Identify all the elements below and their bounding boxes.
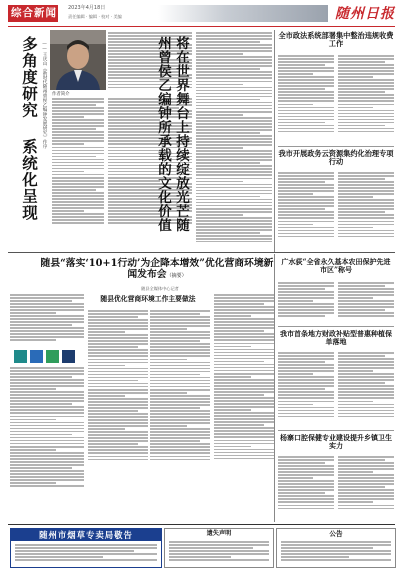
right-item-1-body-a [278, 55, 334, 143]
event-left-col [10, 294, 84, 348]
lead-headline-mid: 将在世界舞台上持续绽放光芒随州曾侯乙编钟所承载的文化价值 [155, 36, 189, 232]
right-item-4-body-b [338, 352, 394, 428]
gray-band [158, 5, 328, 22]
right-divider-2 [278, 326, 394, 327]
lead-body-col-1 [52, 98, 104, 234]
newspaper-logo: 随州日报 [335, 6, 395, 22]
gonggao-body [281, 541, 391, 565]
lead-body-col-3 [196, 32, 272, 242]
lead-subheadline: ——王庆山《新时代随州曾侯乙编钟发展研究》作序 [42, 42, 47, 149]
tobacco-ad-body [15, 544, 157, 564]
fold-rule [8, 252, 395, 253]
column-rule [274, 30, 275, 252]
ads-rule [8, 524, 395, 525]
app-icon-dark [62, 350, 75, 363]
right-item-3-body-b [338, 282, 394, 324]
event-headline [40, 259, 274, 281]
right-item-2-title: 我市开展政务云资源集约化治理专项行动 [278, 149, 394, 166]
tobacco-ad [10, 528, 162, 568]
right-item-1-title: 全市政法系统部署集中整治违规收费工作 [278, 31, 394, 48]
masthead-rule [8, 26, 395, 27]
right-item-5-body-a [278, 456, 334, 520]
author-label: 作者简介 [52, 92, 70, 97]
section-title: 综合新闻 [11, 7, 57, 19]
right-item-3-body-a [278, 282, 334, 324]
event-col-2 [150, 310, 210, 480]
lead-headline-left: 多角度研究 系统化呈现 [20, 36, 39, 221]
app-icon-blue [30, 350, 43, 363]
tobacco-banner-text: 随州市烟草专卖局敬告 [39, 530, 133, 540]
author-photo [50, 30, 106, 90]
right-item-4-body-a [278, 352, 334, 428]
notice-title: 遗失声明 [206, 530, 232, 537]
right-item-5-title: 杨寨口腔保健专业建设提升乡镇卫生实力 [280, 433, 392, 450]
qr-code-icon [14, 350, 27, 363]
gonggao-title: 公告 [329, 530, 343, 538]
masthead [8, 2, 395, 26]
notice-ad [164, 528, 274, 568]
event-headline-suffix: （摘要） [166, 272, 187, 279]
right-divider-3 [278, 430, 394, 431]
right-item-2-body-b [338, 172, 394, 248]
right-item-2-body-a [278, 172, 334, 248]
event-inner-title: 随县优化营商环境工作主要做法 [100, 295, 196, 303]
event-headline-text: 随县“落实‘10+1行动’为企降本增效”优化营商环境新闻发布会 [40, 258, 274, 280]
app-icon-green [46, 350, 59, 363]
right-divider-1 [278, 146, 394, 147]
right-item-5-body-b [338, 456, 394, 520]
column-rule-2 [274, 254, 275, 522]
right-item-1-body-b [338, 55, 394, 143]
gonggao-ad [276, 528, 396, 568]
event-byline: 随县全媒体中心记者 [141, 286, 179, 291]
dateline: 2023年4月18日 [68, 5, 106, 11]
event-col-3 [214, 294, 274, 482]
right-item-4-title: 我市首条地方财政补贴型普惠种植保单落地 [280, 329, 392, 346]
notice-body [169, 541, 269, 565]
right-item-3-title: 广水荻“全省永久基本农田保护先进市区”称号 [281, 257, 391, 274]
event-col-1 [88, 310, 148, 480]
staff-info: 责任编辑 · 编辑 · 校对 · 美编 [68, 14, 122, 19]
